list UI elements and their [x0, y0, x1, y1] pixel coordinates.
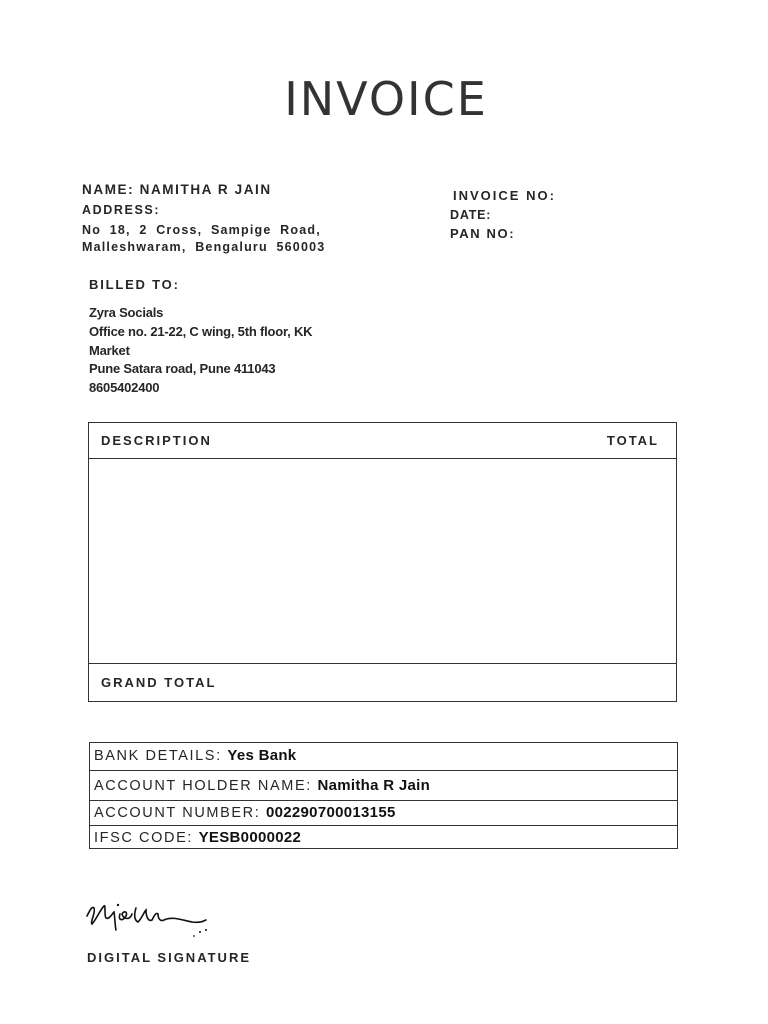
total-header: TOTAL	[606, 433, 659, 448]
billed-address-line-3: Pune Satara road, Pune 411043	[89, 361, 276, 376]
bank-details-table	[89, 742, 678, 849]
items-table	[88, 422, 677, 702]
account-holder-value: Namitha R Jain	[317, 777, 431, 794]
bank-name-value: Yes Bank	[227, 747, 297, 764]
table-header-row	[89, 423, 676, 459]
account-holder-label: ACCOUNT HOLDER NAME:	[94, 778, 312, 794]
ifsc-label: IFSC CODE:	[94, 830, 193, 846]
pan-no-label: PAN NO:	[450, 226, 516, 241]
date-label: DATE:	[450, 208, 492, 222]
description-header: DESCRIPTION	[101, 433, 212, 448]
grand-total-row	[89, 663, 676, 701]
bank-name-row	[90, 743, 677, 770]
signature-image	[82, 896, 214, 942]
bank-details-label: BANK DETAILS:	[94, 748, 222, 764]
digital-signature-label: DIGITAL SIGNATURE	[87, 950, 251, 965]
sender-name: NAME: NAMITHA R JAIN	[82, 182, 272, 197]
billed-phone: 8605402400	[89, 380, 160, 395]
account-number-row	[90, 800, 677, 825]
invoice-title: INVOICE	[284, 72, 488, 126]
address-line-2: Malleshwaram, Bengaluru 560003	[82, 240, 326, 254]
address-label: ADDRESS:	[82, 203, 161, 217]
grand-total-label: GRAND TOTAL	[101, 675, 217, 690]
ifsc-value: YESB0000022	[198, 829, 302, 846]
ifsc-row	[90, 825, 677, 849]
account-holder-row	[90, 770, 677, 800]
invoice-no-label: INVOICE NO:	[453, 188, 556, 203]
billed-to-label: BILLED TO:	[89, 277, 180, 292]
billed-address-line-1: Office no. 21-22, C wing, 5th floor, KK	[89, 324, 313, 339]
billed-company: Zyra Socials	[89, 305, 164, 320]
billed-address-line-2: Market	[89, 343, 130, 358]
address-line-1: No 18, 2 Cross, Sampige Road,	[82, 223, 321, 237]
account-number-label: ACCOUNT NUMBER:	[94, 805, 261, 821]
account-number-value: 002290700013155	[265, 804, 396, 821]
